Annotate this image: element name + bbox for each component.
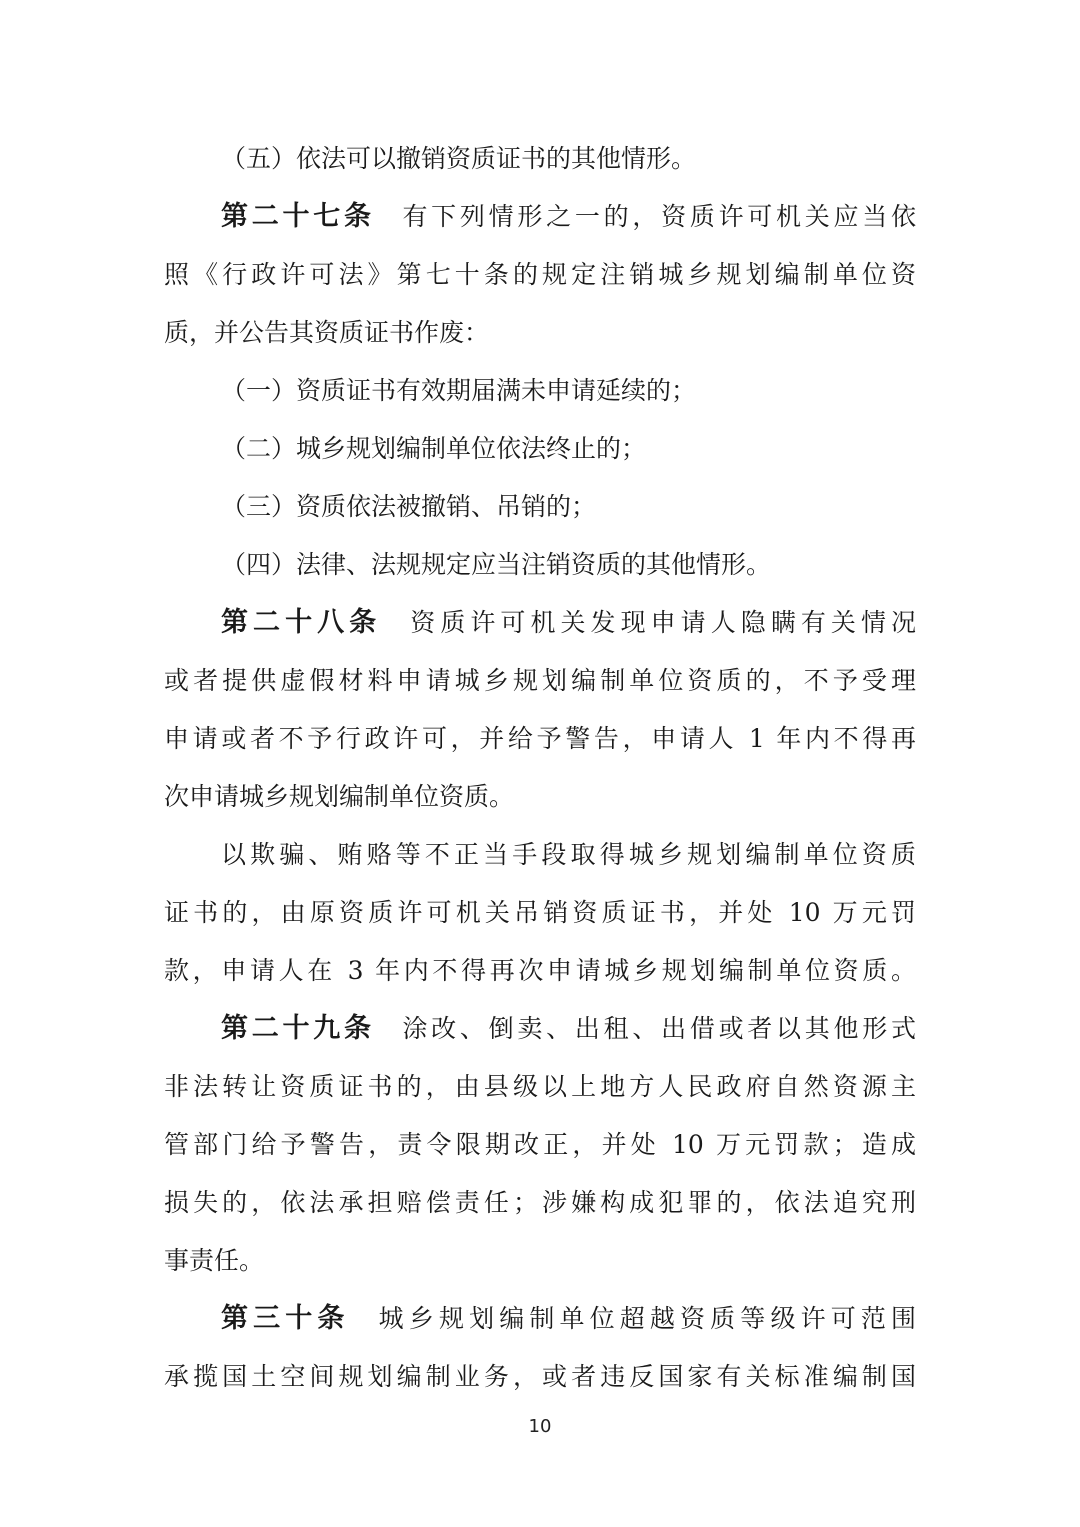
article-text: 损失的，依法承担赔偿责任；涉嫌构成犯罪的，依法追究刑 <box>164 1188 916 1217</box>
article-heading: 第二十九条 <box>221 1013 375 1044</box>
article-28-para-2-line-1 <box>164 826 916 884</box>
list-item <box>164 130 916 188</box>
article-text: 证书的，由原资质许可机关吊销资质证书，并处 10 万元罚 <box>164 898 916 927</box>
article-text: 有下列情形之一的，资质许可机关应当依 <box>398 202 916 231</box>
article-28-line-4 <box>164 768 916 826</box>
item-text: （二）城乡规划编制单位依法终止的； <box>221 434 647 463</box>
list-item <box>164 362 916 420</box>
article-heading: 第二十八条 <box>221 607 382 638</box>
list-item <box>164 420 916 478</box>
article-heading: 第三十条 <box>221 1303 350 1334</box>
article-29-line-4 <box>164 1174 916 1232</box>
article-text: 质，并公告其资质证书作废： <box>164 318 490 347</box>
article-29-line-5 <box>164 1232 916 1290</box>
article-28-para-2-line-3 <box>164 942 916 1000</box>
article-30-line-1 <box>164 1290 916 1348</box>
list-item <box>164 536 916 594</box>
article-27-line-3 <box>164 304 916 362</box>
article-27-line-2 <box>164 246 916 304</box>
article-text: 以欺骗、贿赂等不正当手段取得城乡规划编制单位资质 <box>221 840 916 869</box>
article-text: 资质许可机关发现申请人隐瞒有关情况 <box>405 608 916 637</box>
article-29-line-3 <box>164 1116 916 1174</box>
list-item <box>164 478 916 536</box>
article-text: 涂改、倒卖、出租、出借或者以其他形式 <box>398 1014 916 1043</box>
article-28-line-2 <box>164 652 916 710</box>
article-28-para-2-line-2 <box>164 884 916 942</box>
article-text: 或者提供虚假材料申请城乡规划编制单位资质的，不予受理 <box>164 666 916 695</box>
article-text: 非法转让资质证书的，由县级以上地方人民政府自然资源主 <box>164 1072 916 1101</box>
article-28-line-1 <box>164 594 916 652</box>
item-text: （三）资质依法被撤销、吊销的； <box>221 492 597 521</box>
article-text: 城乡规划编制单位超越资质等级许可范围 <box>373 1304 916 1333</box>
article-29-line-1 <box>164 1000 916 1058</box>
item-text: （四）法律、法规规定应当注销资质的其他情形。 <box>221 550 772 579</box>
page-number: 10 <box>528 1416 552 1437</box>
article-text: 款，申请人在 3 年内不得再次申请城乡规划编制单位资质。 <box>164 956 916 985</box>
article-29-line-2 <box>164 1058 916 1116</box>
article-28-line-3 <box>164 710 916 768</box>
article-text: 管部门给予警告，责令限期改正，并处 10 万元罚款；造成 <box>164 1130 916 1159</box>
article-text: 次申请城乡规划编制单位资质。 <box>164 782 515 811</box>
article-30-line-2 <box>164 1348 916 1406</box>
article-text: 照《行政许可法》第七十条的规定注销城乡规划编制单位资 <box>164 260 916 289</box>
article-text: 承揽国土空间规划编制业务，或者违反国家有关标准编制国 <box>164 1362 916 1391</box>
article-text: 事责任。 <box>164 1246 265 1275</box>
article-heading: 第二十七条 <box>221 201 375 232</box>
article-27-line-1 <box>164 188 916 246</box>
item-text: （一）资质证书有效期届满未申请延续的； <box>221 376 697 405</box>
item-text: （五）依法可以撤销资质证书的其他情形。 <box>221 144 697 173</box>
article-text: 申请或者不予行政许可，并给予警告，申请人 1 年内不得再 <box>164 724 916 753</box>
